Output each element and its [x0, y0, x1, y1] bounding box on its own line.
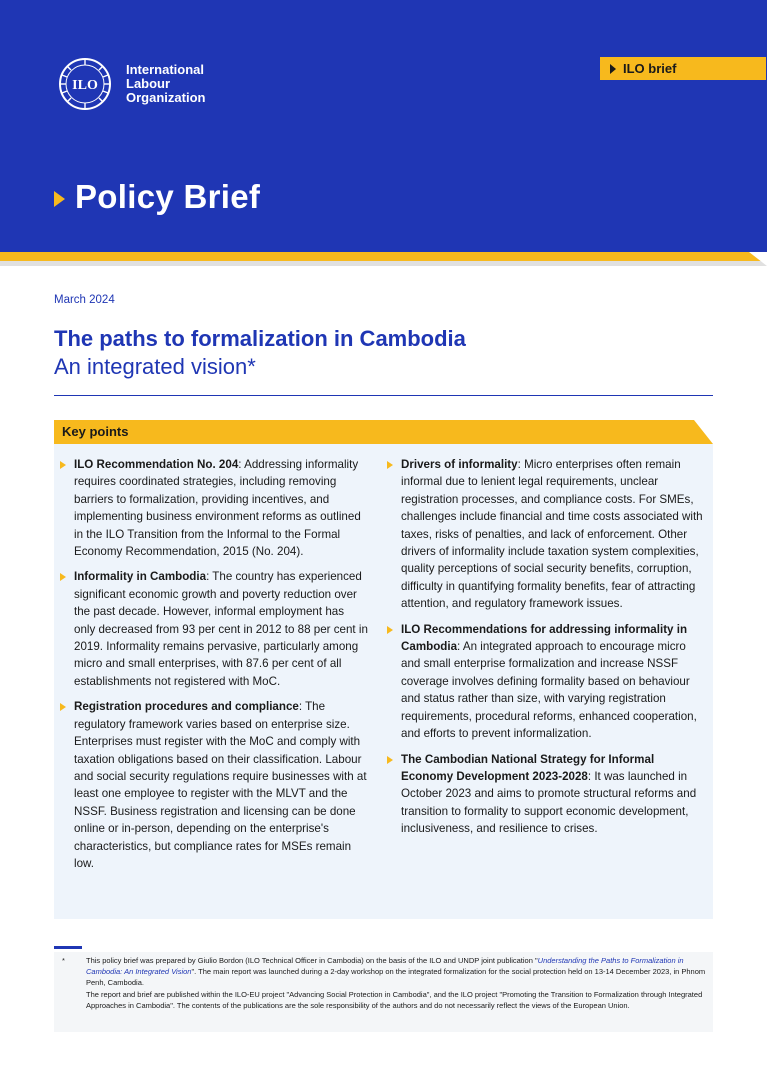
- footnote-text: ". The main report was launched during a 2-day workshop on the integrated formalization for the social protection held on 13-14 December 2023, in Phnom Penh, Cambodia.: [86, 967, 706, 988]
- key-point-text: : Addressing informality requires coordinated strategies, including removing barriers to formalization, providing incentives, and implementing business environment reforms as outlined in the ILO Transition from the Informal to the Formal Economy Recommendation, 2015 (No. 204).: [74, 458, 361, 559]
- bullet-arrow-icon: [387, 756, 393, 764]
- footnote-mark: *: [62, 956, 65, 965]
- key-point-heading: ILO Recommendation No. 204: [74, 458, 239, 471]
- ilo-logo: [54, 55, 205, 113]
- key-point-text: : The country has experienced significant economic growth and poverty reduction over the past decade. However, informal employment has only decreased from 93 per cent in 2012 to 88 per cent in 2019. Informality remains pervasive, particularly among micro and small enterprises, with 87.6 per cent of all establishments not registered with MoC.: [74, 570, 368, 688]
- key-point-item: [387, 456, 705, 613]
- key-point-item: [60, 568, 368, 690]
- org-name-line1: International: [126, 62, 205, 77]
- policy-brief-heading: [54, 178, 260, 216]
- policy-brief-label: Policy Brief: [75, 178, 261, 215]
- footnote-rule: [54, 946, 82, 949]
- tag-label: ILO brief: [623, 61, 677, 76]
- org-name-line3: Organization: [126, 90, 206, 105]
- play-arrow-icon: [610, 64, 616, 74]
- footnote-paragraph-1: [86, 955, 713, 989]
- key-point-text: : An integrated approach to encourage micro and small enterprise formalization and increase NSSF coverage involves defining formality based on behaviour and status rather than size, with varying registration requirements, procedural reforms, enhanced cooperation, and efforts to prevent informalization.: [401, 640, 697, 741]
- key-point-heading: Drivers of informality: [401, 458, 518, 471]
- publication-date: March 2024: [54, 294, 115, 306]
- key-point-item: [60, 698, 368, 872]
- key-points-header-bar: [54, 420, 713, 444]
- key-points-heading: Key points: [62, 424, 129, 439]
- ilo-brief-tag: [600, 57, 766, 80]
- key-point-item: [387, 621, 705, 743]
- key-point-item: [60, 456, 368, 560]
- play-arrow-icon: [54, 191, 65, 207]
- ilo-emblem-icon: [54, 55, 116, 113]
- bullet-arrow-icon: [60, 703, 66, 711]
- org-name-line2: Labour: [126, 76, 171, 91]
- title-divider: [54, 395, 713, 396]
- key-point-heading: Informality in Cambodia: [74, 570, 207, 584]
- key-point-text: : The regulatory framework varies based on enterprise size. Enterprises must register with the MoC and comply with taxation obligations based on their classification. Labour and social security regulations require businesses with at least one employee to register with the MLVT and the NSSF. Business registration and licensing can be done online or in-person, depending on the enterprise's characteristics, but compliance rates for MSEs remain low.: [74, 700, 367, 870]
- key-point-heading: ILO Recommendations for addressing informality in Cambodia: [401, 622, 688, 654]
- key-point-heading: Registration procedures and compliance: [74, 700, 299, 714]
- bullet-arrow-icon: [60, 461, 66, 469]
- header-stripe: [0, 252, 767, 266]
- bullet-arrow-icon: [60, 573, 66, 581]
- bullet-arrow-icon: [387, 461, 393, 469]
- key-point-text: : Micro enterprises often remain informal due to lenient legal requirements, unclear registration processes, and compliance costs. For SMEs, challenges include financial and time costs associated with taxes, risks of penalties, and lack of enforcement. Other drivers of informality include taxation system complexities, quality perceptions of social security benefits, corruption, difficulty in quantifying formality benefits, fear of attracting attention, and regulatory framework issues.: [401, 458, 703, 611]
- footnote-text: This policy brief was prepared by Giulio Bordon (ILO Technical Officer in Cambodia) on the basis of the ILO and UNDP joint publication ": [86, 956, 538, 965]
- document-subtitle: An integrated vision*: [54, 354, 256, 379]
- key-point-heading: The Cambodian National Strategy for Informal Economy Development 2023-2028: [401, 752, 655, 783]
- footnote-paragraph-2: The report and brief are published within the ILO-EU project "Advancing Social Protection in Cambodia", and the ILO project "Promoting the Transition to Formalization through Integrated Approaches in Cambodia". The contents of the publications are the sole responsibility of the authors and do not necessarily reflect the views of the European Union.: [86, 989, 703, 1010]
- key-points-left-column: [60, 456, 368, 880]
- document-title: The paths to formalization in Cambodia: [54, 326, 466, 351]
- publication-link[interactable]: Understanding the Paths to Formalization in Cambodia: An Integrated Vision: [86, 956, 684, 977]
- bullet-arrow-icon: [387, 626, 393, 634]
- key-points-right-column: [387, 456, 705, 846]
- key-point-text: : It was launched in October 2023 and aims to promote structural reforms and transition to formality to support economic development, inclusiveness, and resilience to crises.: [401, 769, 697, 836]
- key-point-item: [387, 751, 705, 838]
- svg-text:ILO: ILO: [72, 78, 98, 93]
- footnote: [54, 955, 713, 1011]
